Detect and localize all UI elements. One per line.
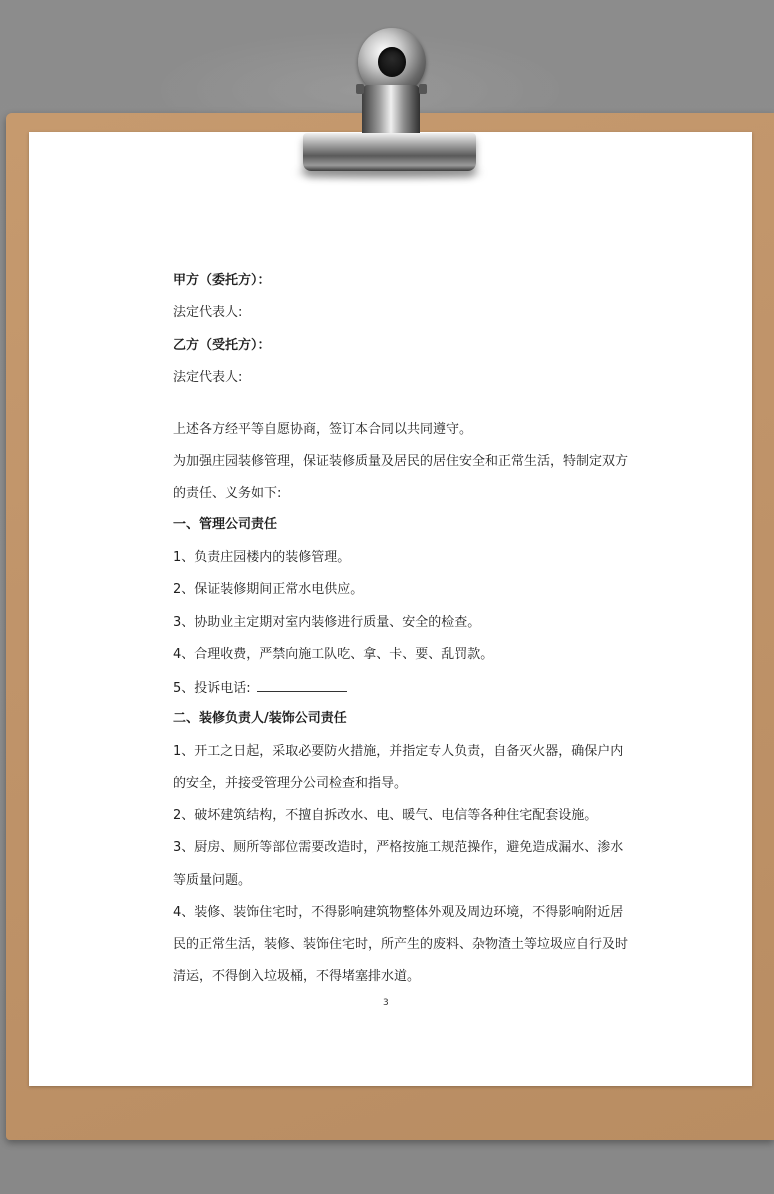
section-1-heading: 一、管理公司责任 <box>173 517 278 532</box>
intro-paragraph: 上述各方经平等自愿协商，签订本合同以共同遵守。 <box>173 422 473 437</box>
complaint-phone-line <box>173 679 347 697</box>
section-2-item-1-line-1: 1、开工之日起，采取必要防火措施，并指定专人负责，自备灭火器，确保户内 <box>173 744 624 759</box>
section-2-item-4-line-3: 清运，不得倒入垃圾桶，不得堵塞排水道。 <box>173 969 421 984</box>
complaint-phone-label: 5、投诉电话: <box>173 681 251 696</box>
section-2-item-4-line-2: 民的正常生活，装修、装饰住宅时，所产生的废料、杂物渣土等垃圾应自行及时 <box>173 937 629 952</box>
section-1-item: 3、协助业主定期对室内装修进行质量、安全的检查。 <box>173 615 481 630</box>
section-2-heading: 二、装修负责人/装饰公司责任 <box>173 711 347 726</box>
section-2-item-3-line-1: 3、厨房、厕所等部位需要改造时，严格按施工规范操作，避免造成漏水、渗水 <box>173 840 624 855</box>
section-2-item-3-line-2: 等质量问题。 <box>173 873 252 888</box>
section-1-item: 4、合理收费，严禁向施工队吃、拿、卡、要、乱罚款。 <box>173 647 494 662</box>
party-b-representative: 法定代表人: <box>173 370 243 385</box>
purpose-line-2: 的责任、义务如下: <box>173 486 282 501</box>
section-2-item-4-line-1: 4、装修、装饰住宅时，不得影响建筑物整体外观及周边环境，不得影响附近居 <box>173 905 624 920</box>
phone-blank-field <box>257 679 347 692</box>
section-2-item-2: 2、破坏建筑结构，不擅自拆改水、电、暖气、电信等各种住宅配套设施。 <box>173 808 598 823</box>
purpose-line-1: 为加强庄园装修管理，保证装修质量及居民的居住安全和正常生活，特制定双方 <box>173 454 629 469</box>
party-a-representative: 法定代表人: <box>173 305 243 320</box>
section-1-item: 1、负责庄园楼内的装修管理。 <box>173 550 351 565</box>
page-number: 3 <box>383 998 389 1008</box>
section-1-item: 2、保证装修期间正常水电供应。 <box>173 582 364 597</box>
party-a-heading: 甲方（委托方）： <box>173 273 271 288</box>
section-2-item-1-line-2: 的安全，并接受管理分公司检查和指导。 <box>173 776 408 791</box>
party-b-heading: 乙方（受托方）： <box>173 338 271 353</box>
